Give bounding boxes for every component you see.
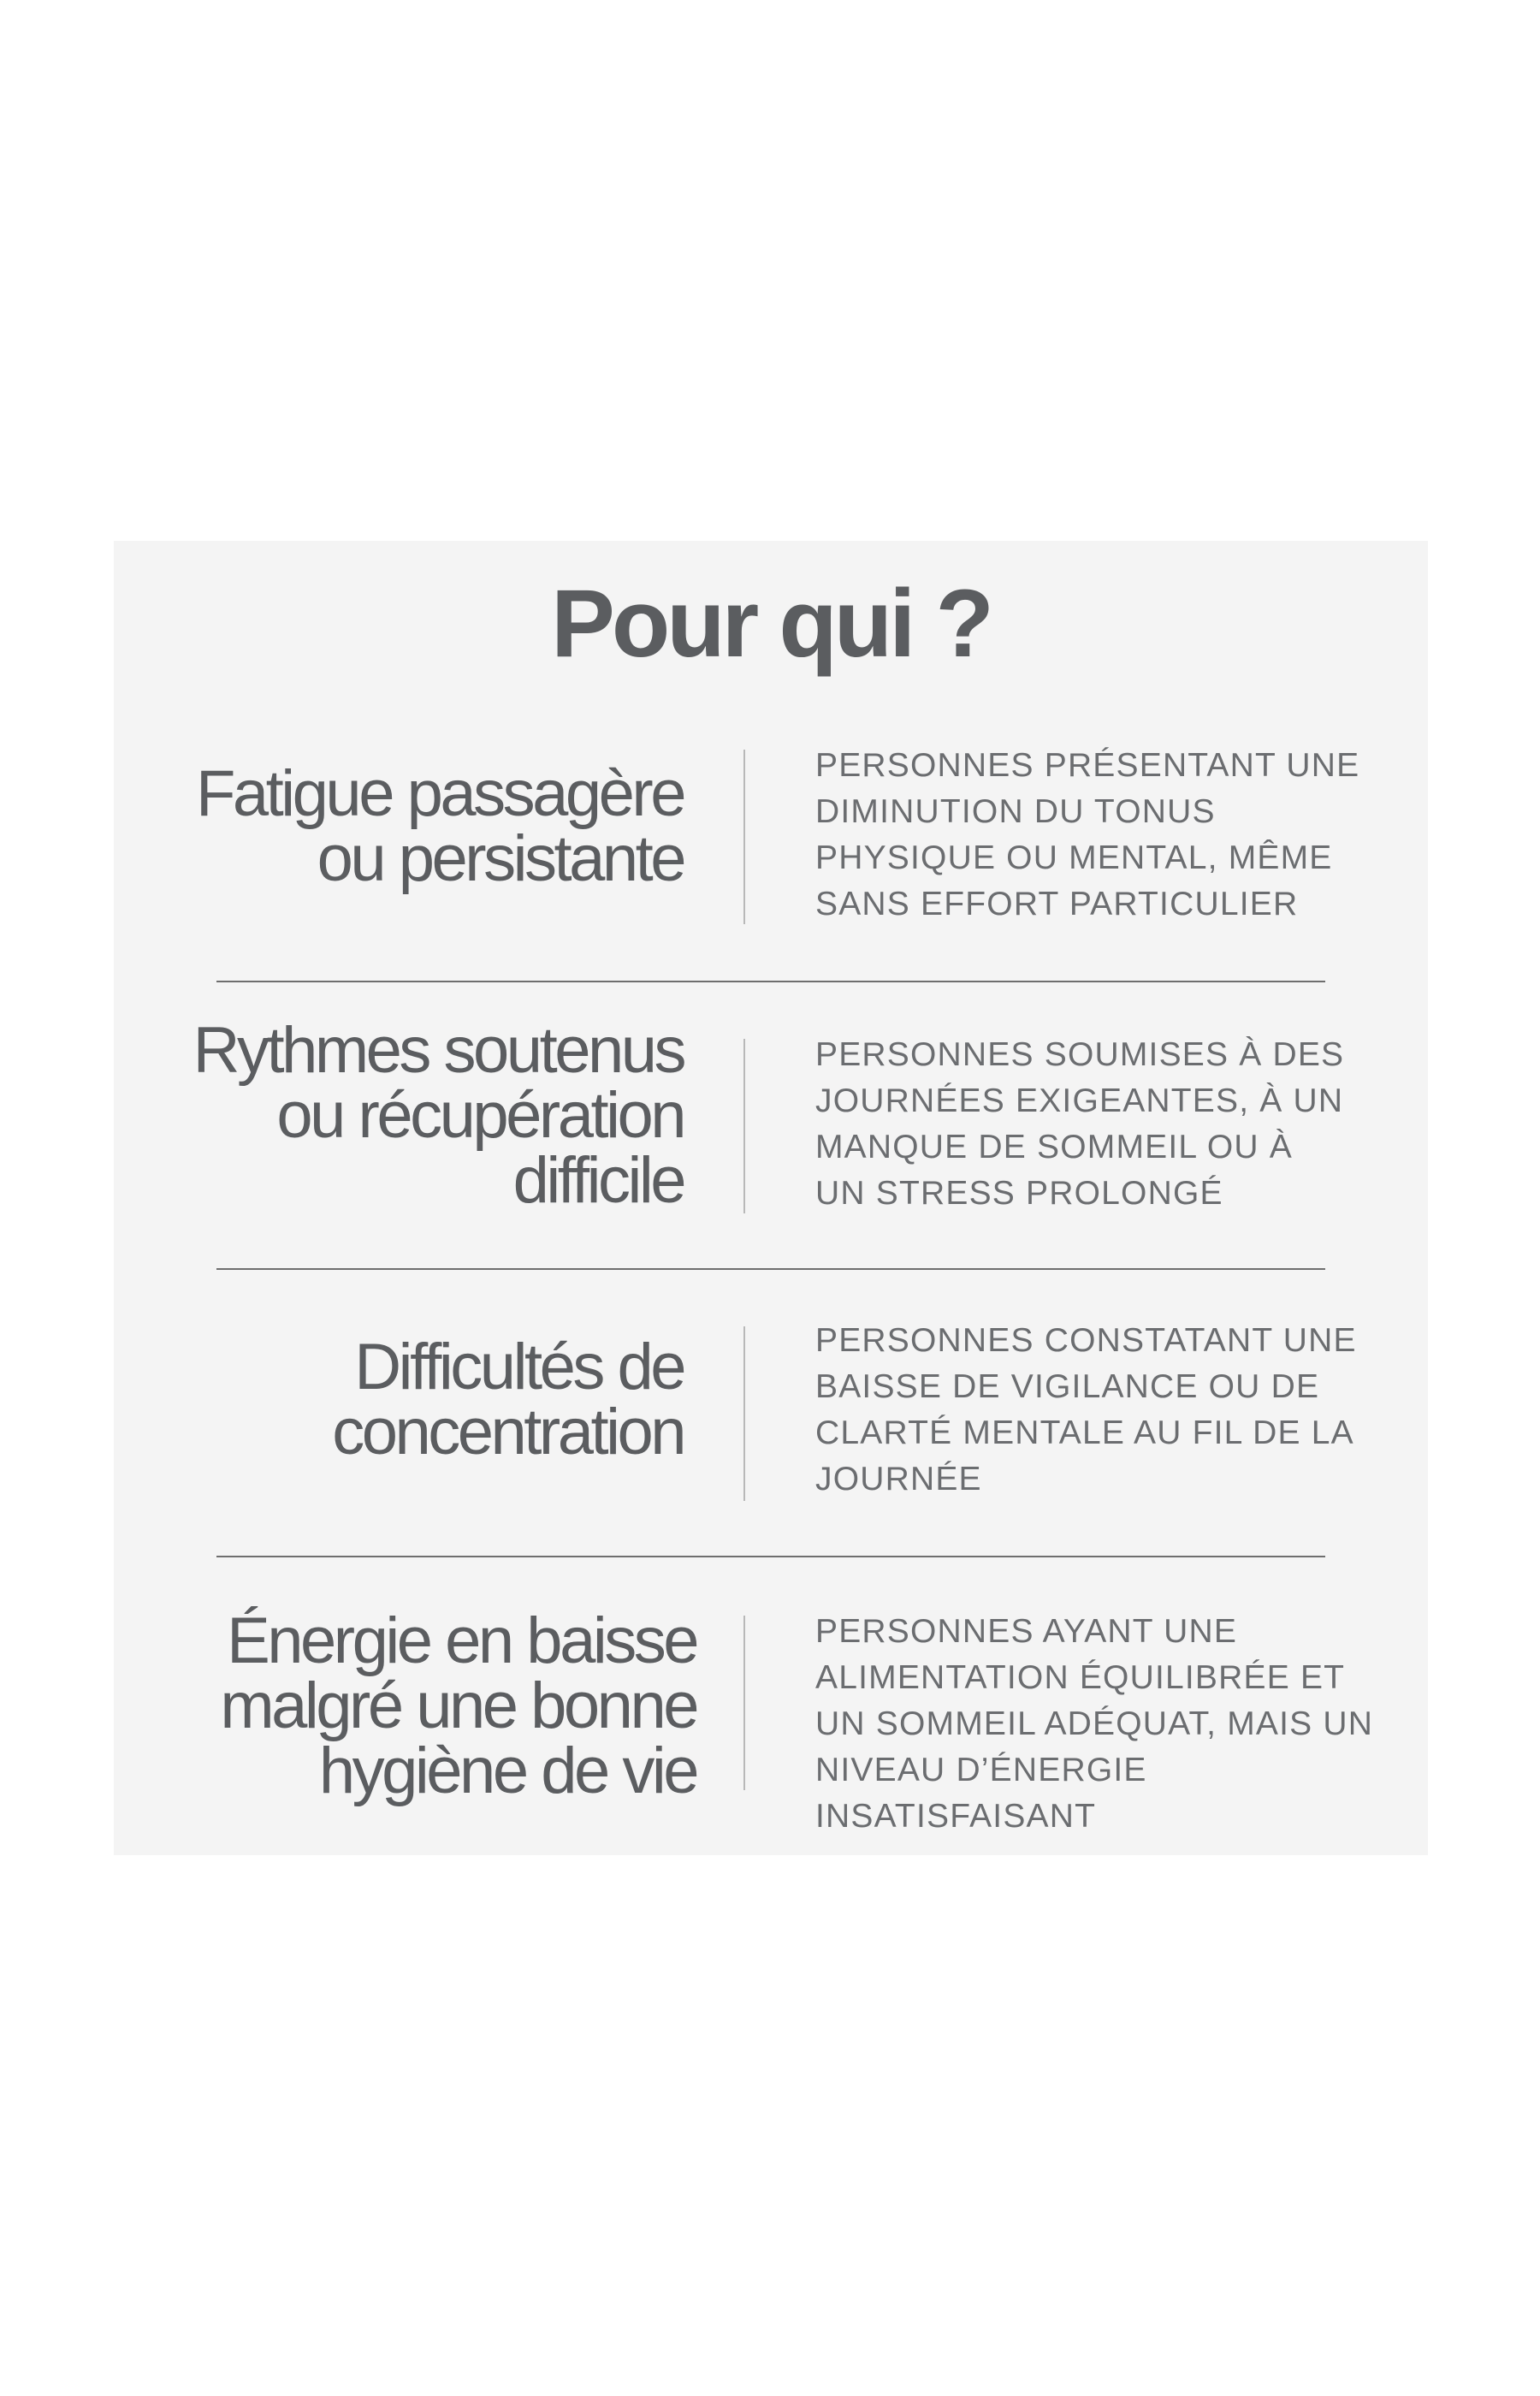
audience-heading: Rythmes soutenus ou récupération difficile bbox=[192, 1014, 684, 1217]
vertical-divider bbox=[743, 1326, 745, 1501]
pour-qui-panel bbox=[114, 541, 1428, 1855]
page-title: Pour qui ? bbox=[551, 570, 991, 677]
row-divider bbox=[216, 1556, 1325, 1557]
vertical-divider bbox=[743, 1616, 745, 1790]
audience-description: PERSONNES AYANT UNE ALIMENTATION ÉQUILIBRÉE ET UN SOMMEIL ADÉQUAT, MAIS UN NIVEAU D’ÉNERGIE INSATISFAISANT bbox=[815, 1613, 1374, 1835]
row-divider bbox=[216, 981, 1325, 982]
vertical-divider bbox=[743, 1039, 745, 1213]
audience-heading: Fatigue passagère ou persistante bbox=[195, 757, 684, 895]
audience-description: PERSONNES CONSTATANT UNE BAISSE DE VIGILANCE OU DE CLARTÉ MENTALE AU FIL DE LA JOURNÉE bbox=[815, 1322, 1357, 1498]
audience-description: PERSONNES PRÉSENTANT UNE DIMINUTION DU TONUS PHYSIQUE OU MENTAL, MÊME SANS EFFORT PARTICULIER bbox=[815, 747, 1360, 922]
vertical-divider bbox=[743, 750, 745, 924]
audience-heading: Difficultés de concentration bbox=[332, 1331, 684, 1468]
audience-heading: Énergie en baisse malgré une bonne hygiène de vie bbox=[220, 1604, 696, 1807]
audience-description: PERSONNES SOUMISES À DES JOURNÉES EXIGEANTES, À UN MANQUE DE SOMMEIL OU À UN STRESS PROLONGÉ bbox=[815, 1036, 1345, 1212]
row-divider bbox=[216, 1268, 1325, 1270]
